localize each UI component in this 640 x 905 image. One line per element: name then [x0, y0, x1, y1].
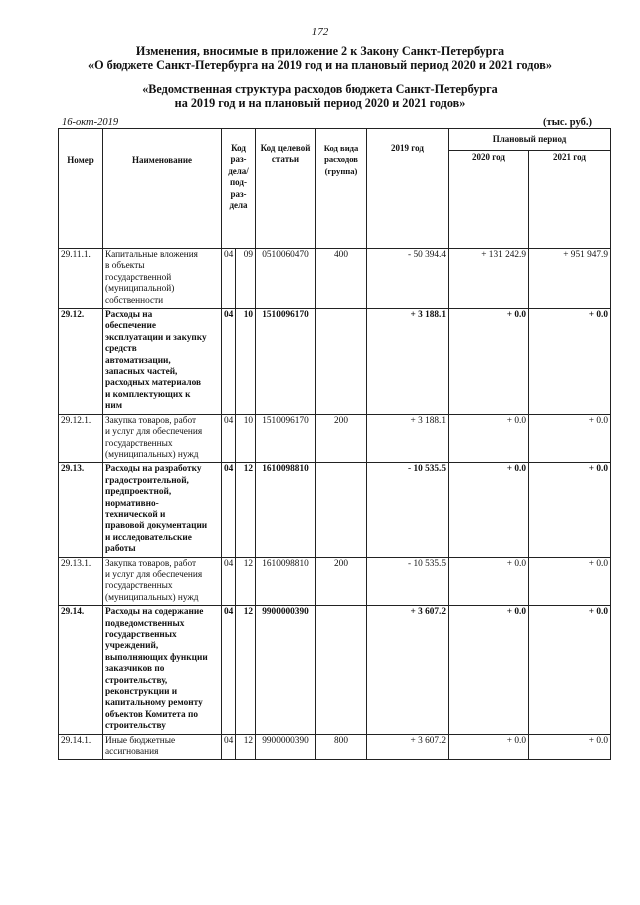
- row-2021-value: + 951 947.9: [529, 249, 611, 309]
- row-2021-value: + 0.0: [529, 557, 611, 606]
- table-row: [59, 557, 611, 606]
- row-subsection-code: 10: [236, 414, 256, 463]
- row-name: Расходы на обеспечение эксплуатации и закупку средств автоматизации, запасных частей, расходных материалов и комплектующих к ним: [103, 309, 222, 415]
- row-2020-value: + 0.0: [449, 309, 529, 415]
- row-number: 29.14.: [59, 606, 103, 734]
- row-2019-value: + 3 607.2: [367, 734, 449, 760]
- row-section-code: 04: [222, 557, 236, 606]
- row-2020-value: + 0.0: [449, 606, 529, 734]
- row-subsection-code: 12: [236, 557, 256, 606]
- document-subtitle: [0, 82, 640, 110]
- row-expense-type: 400: [316, 249, 367, 309]
- row-expense-type: [316, 309, 367, 415]
- row-2021-value: + 0.0: [529, 606, 611, 734]
- table-body: [59, 249, 611, 760]
- table-row: [59, 414, 611, 463]
- row-number: 29.14.1.: [59, 734, 103, 760]
- row-2020-value: + 0.0: [449, 557, 529, 606]
- row-number: 29.11.1.: [59, 249, 103, 309]
- table-row: [59, 734, 611, 760]
- table-row: [59, 249, 611, 309]
- row-subsection-code: 12: [236, 606, 256, 734]
- row-2021-value: + 0.0: [529, 309, 611, 415]
- header-name: Наименование: [103, 129, 222, 249]
- row-target-code: 1510096170: [256, 309, 316, 415]
- row-subsection-code: 12: [236, 463, 256, 557]
- header-section-code: Код раз- дела/ под- раз- дела: [222, 129, 256, 249]
- row-number: 29.13.: [59, 463, 103, 557]
- row-expense-type: 800: [316, 734, 367, 760]
- budget-table: [58, 128, 611, 760]
- row-number: 29.12.: [59, 309, 103, 415]
- document-title: [0, 44, 640, 72]
- row-2019-value: - 50 394.4: [367, 249, 449, 309]
- row-name: Закупка товаров, работ и услуг для обеспечения государственных (муниципальных) нужд: [103, 414, 222, 463]
- header-2019: 2019 год: [367, 129, 449, 249]
- header-expense-type: Код вида расходов (группа): [316, 129, 367, 249]
- table-row: [59, 463, 611, 557]
- header-target-code: Код целевой статьи: [256, 129, 316, 249]
- row-section-code: 04: [222, 309, 236, 415]
- row-target-code: 9900000390: [256, 734, 316, 760]
- row-subsection-code: 12: [236, 734, 256, 760]
- row-target-code: 1610098810: [256, 463, 316, 557]
- table-row: [59, 606, 611, 734]
- row-name: Закупка товаров, работ и услуг для обеспечения государственных (муниципальных) нужд: [103, 557, 222, 606]
- title-line-2: «О бюджете Санкт-Петербурга на 2019 год и на плановый период 2020 и 2021 годов»: [88, 58, 552, 72]
- row-name: Иные бюджетные ассигнования: [103, 734, 222, 760]
- row-name: Расходы на содержание подведомственных государственных учреждений, выполняющих функции заказчиков по строительству, реконструкции и капитальному ремонту объектов Комитета по строительству: [103, 606, 222, 734]
- row-target-code: 9900000390: [256, 606, 316, 734]
- row-number: 29.13.1.: [59, 557, 103, 606]
- row-2019-value: + 3 188.1: [367, 414, 449, 463]
- row-expense-type: [316, 463, 367, 557]
- row-2021-value: + 0.0: [529, 463, 611, 557]
- row-section-code: 04: [222, 463, 236, 557]
- title-line-1: Изменения, вносимые в приложение 2 к Закону Санкт-Петербурга: [135, 44, 505, 58]
- row-target-code: 0510060470: [256, 249, 316, 309]
- row-subsection-code: 10: [236, 309, 256, 415]
- document-date: 16-окт-2019: [62, 117, 119, 128]
- row-name: Капитальные вложения в объекты государственной (муниципальной) собственности: [103, 249, 222, 309]
- row-section-code: 04: [222, 606, 236, 734]
- row-2019-value: + 3 607.2: [367, 606, 449, 734]
- row-target-code: 1610098810: [256, 557, 316, 606]
- row-expense-type: 200: [316, 557, 367, 606]
- row-name: Расходы на разработку градостроительной, предпроектной, нормативно- технической и правовой документации и исследовательские работы: [103, 463, 222, 557]
- row-2021-value: + 0.0: [529, 414, 611, 463]
- row-expense-type: 200: [316, 414, 367, 463]
- row-section-code: 04: [222, 249, 236, 309]
- row-target-code: 1510096170: [256, 414, 316, 463]
- row-2019-value: - 10 535.5: [367, 463, 449, 557]
- table-row: [59, 309, 611, 415]
- row-2021-value: + 0.0: [529, 734, 611, 760]
- row-2020-value: + 0.0: [449, 414, 529, 463]
- row-section-code: 04: [222, 734, 236, 760]
- row-number: 29.12.1.: [59, 414, 103, 463]
- row-subsection-code: 09: [236, 249, 256, 309]
- row-section-code: 04: [222, 414, 236, 463]
- page-number: 172: [311, 26, 329, 38]
- row-2020-value: + 0.0: [449, 734, 529, 760]
- subtitle-line-1: «Ведомственная структура расходов бюджета Санкт-Петербурга: [142, 82, 498, 96]
- row-2019-value: + 3 188.1: [367, 309, 449, 415]
- row-2019-value: - 10 535.5: [367, 557, 449, 606]
- row-expense-type: [316, 606, 367, 734]
- header-planned-period: Плановый период: [449, 129, 611, 151]
- subtitle-line-2: на 2019 год и на плановый период 2020 и 2021 годов»: [174, 96, 466, 110]
- row-2020-value: + 131 242.9: [449, 249, 529, 309]
- header-number: Номер: [59, 129, 103, 249]
- header-2020: 2020 год: [449, 151, 529, 249]
- header-2021: 2021 год: [529, 151, 611, 249]
- units-label: (тыс. руб.): [543, 117, 592, 128]
- row-2020-value: + 0.0: [449, 463, 529, 557]
